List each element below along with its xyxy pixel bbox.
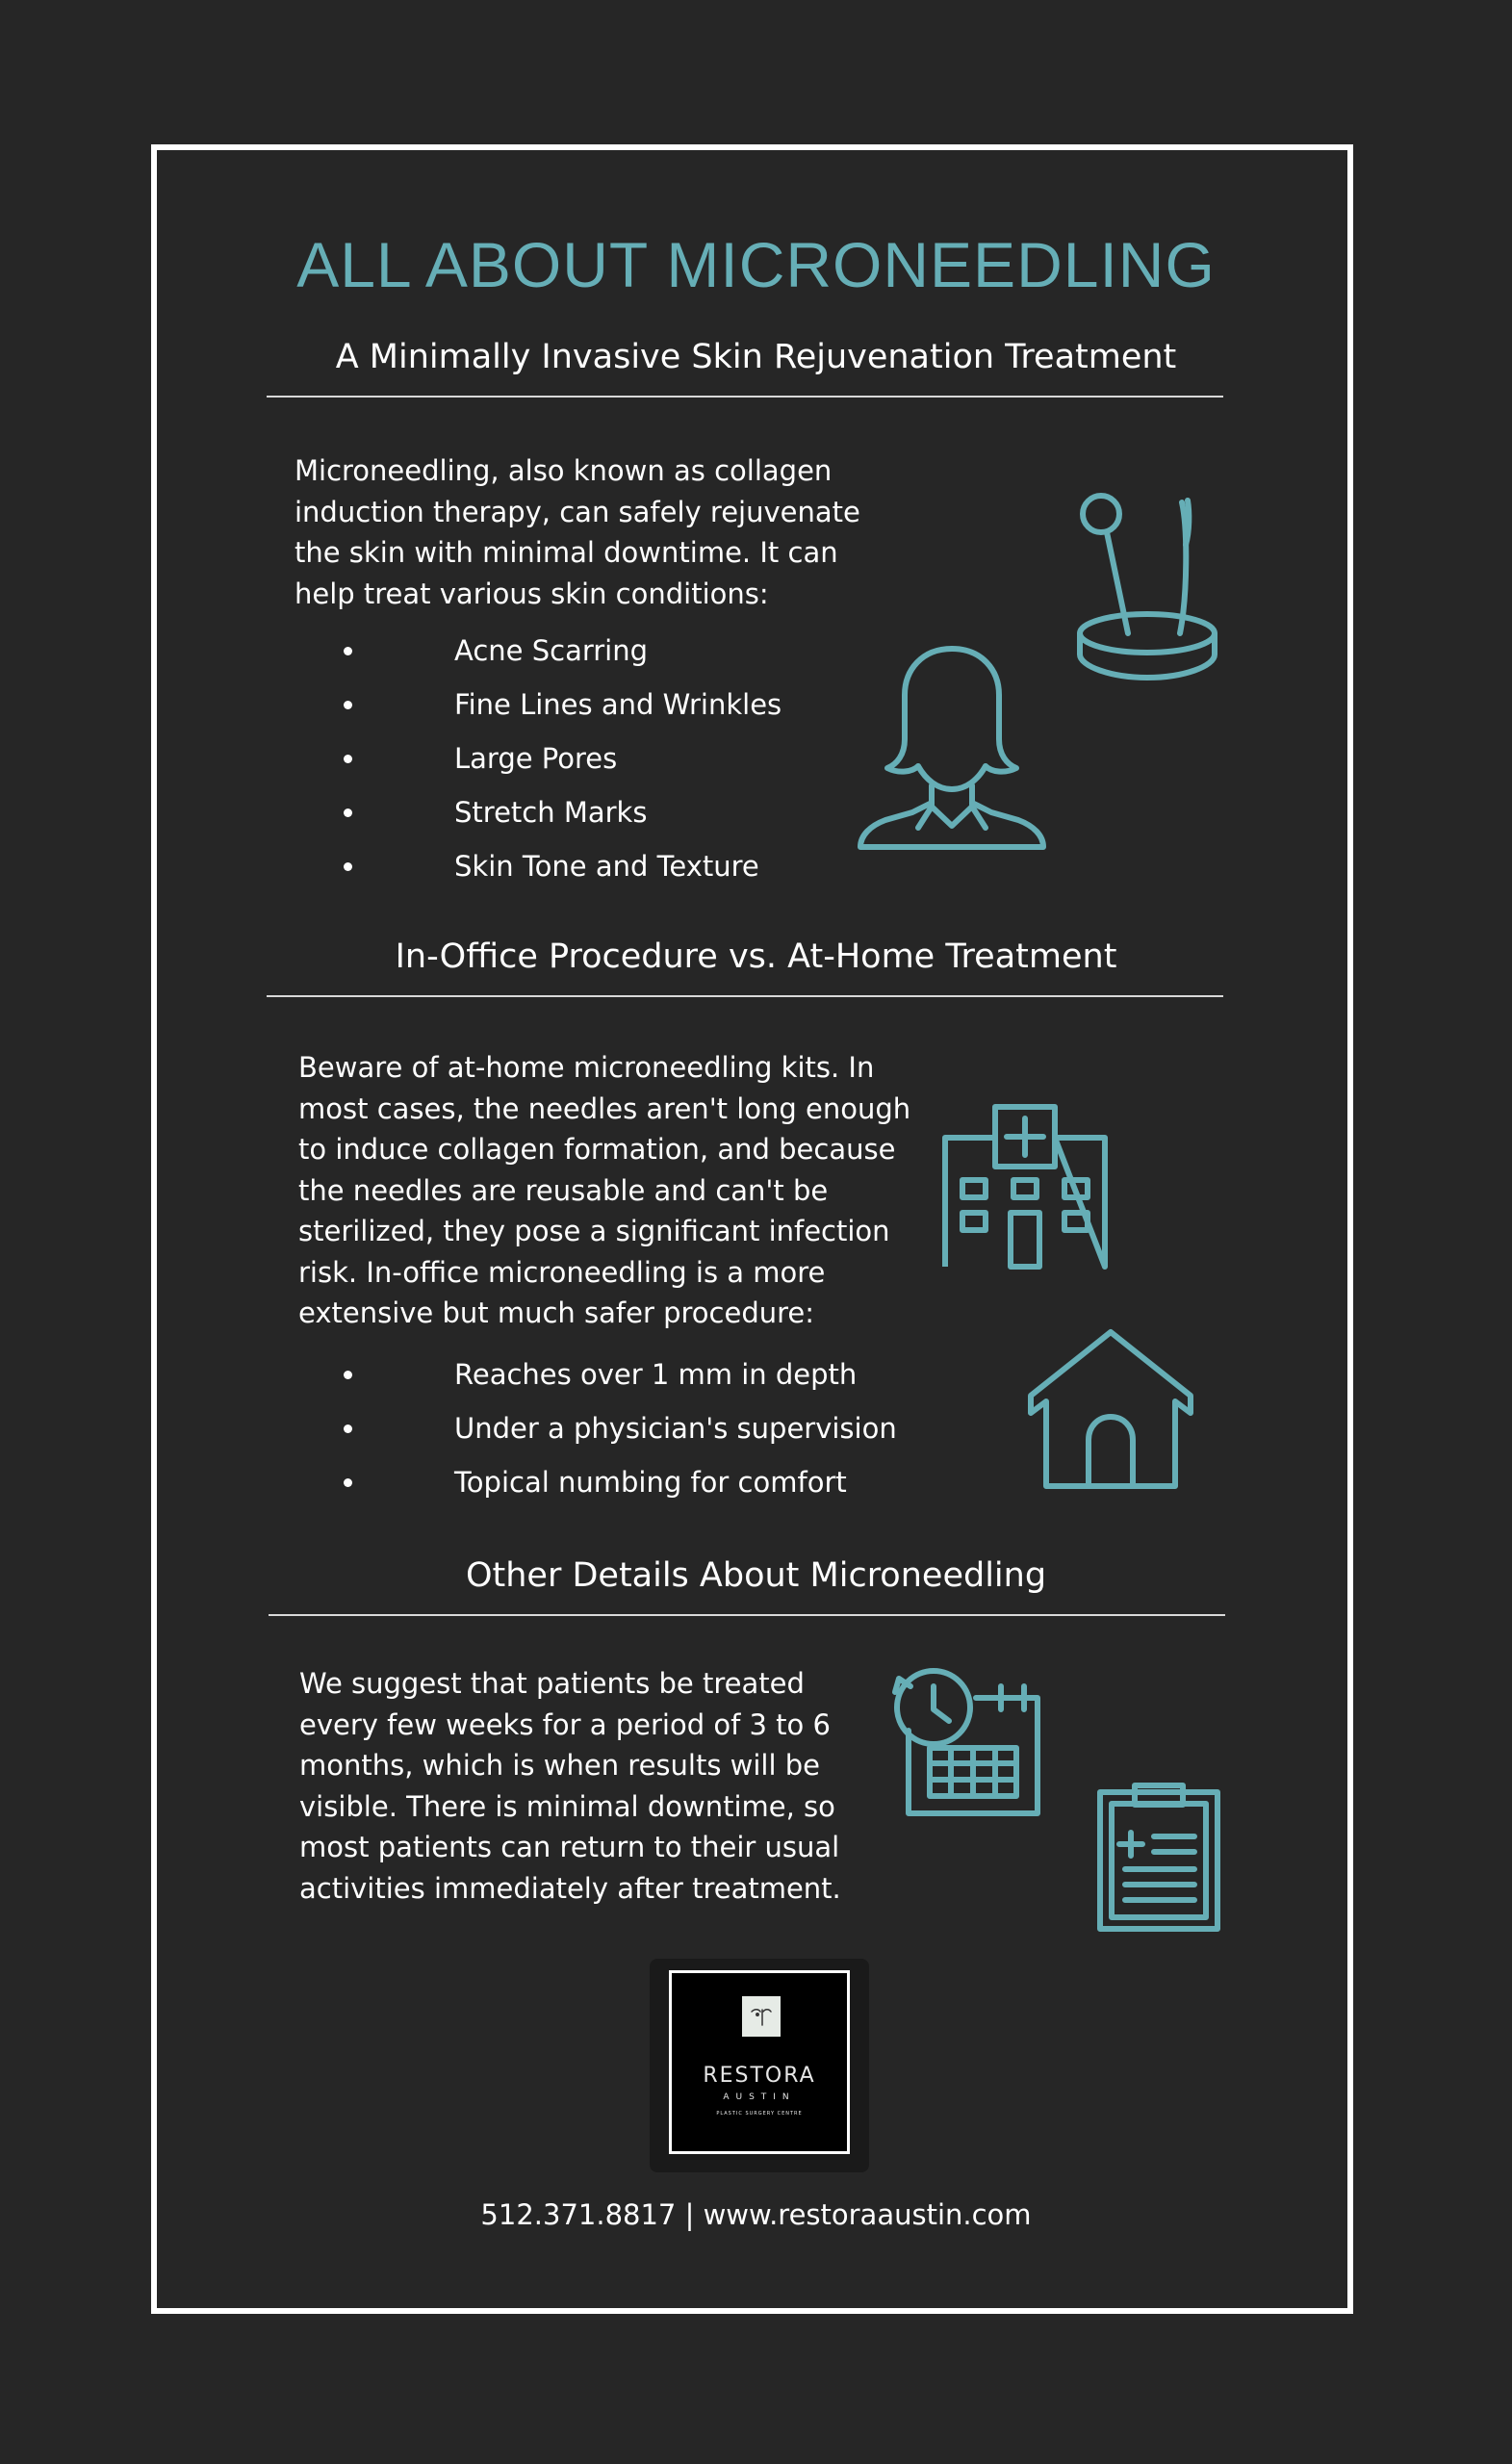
calendar-clock-icon: [889, 1663, 1041, 1819]
section-heading-details: Other Details About Microneedling: [465, 1556, 1047, 1595]
bullet-item: Skin Tone and Texture: [344, 846, 782, 900]
logo-face-mark: [742, 1996, 781, 2037]
pin-cushion-icon: [1068, 489, 1224, 683]
bullet-item: Acne Scarring: [344, 630, 782, 684]
section-paragraph: Microneedling, also known as collagen induction therapy, can safely rejuvenate the skin with minimal downtime. It can help treat various skin conditions:: [295, 454, 860, 610]
bullet-item: Reaches over 1 mm in depth: [344, 1354, 897, 1408]
bullet-item: Topical numbing for comfort: [344, 1462, 897, 1516]
section-divider: [267, 995, 1223, 997]
logo-name: RESTORA: [703, 2064, 816, 2088]
clipboard-icon: [1096, 1783, 1221, 1933]
bullet-item: Stretch Marks: [344, 792, 782, 846]
bullet-item: Large Pores: [344, 738, 782, 792]
logo-tagline: PLASTIC SURGERY CENTRE: [716, 2111, 803, 2117]
logo-city: AUSTIN: [723, 2092, 796, 2102]
bullet-item: Fine Lines and Wrinkles: [344, 684, 782, 738]
house-icon: [1025, 1326, 1196, 1490]
contact-info: 512.371.8817 | www.restoraaustin.com: [480, 2198, 1032, 2231]
woman-icon: [855, 645, 1051, 851]
section-heading-procedure: In-Office Procedure vs. At-Home Treatment: [395, 937, 1117, 976]
section-divider: [269, 1614, 1225, 1616]
skin-conditions-list: [344, 630, 782, 900]
hospital-icon: [941, 1103, 1109, 1270]
section-heading-rejuvenation: A Minimally Invasive Skin Rejuvenation Treatment: [335, 338, 1177, 376]
section-paragraph: Beware of at-home microneedling kits. In most cases, the needles aren't long enough to induce collagen formation, and because the needles are reusable and can't be sterilized, they pose a significant infection risk. In-office microneedling is a more extensive but much safer procedure:: [298, 1051, 911, 1329]
restora-logo: [669, 1970, 850, 2154]
procedure-benefits-list: [344, 1354, 897, 1516]
logo-face-icon: [742, 1996, 781, 2037]
section-divider: [267, 396, 1223, 398]
bullet-item: Under a physician's supervision: [344, 1408, 897, 1462]
page-title: ALL ABOUT MICRONEEDLING: [296, 229, 1216, 300]
section-paragraph: We suggest that patients be treated every few weeks for a period of 3 to 6 months, which is when results will be visible. There is minimal downtime, so most patients can return to their usual activities immediately after treatment.: [299, 1667, 841, 1905]
